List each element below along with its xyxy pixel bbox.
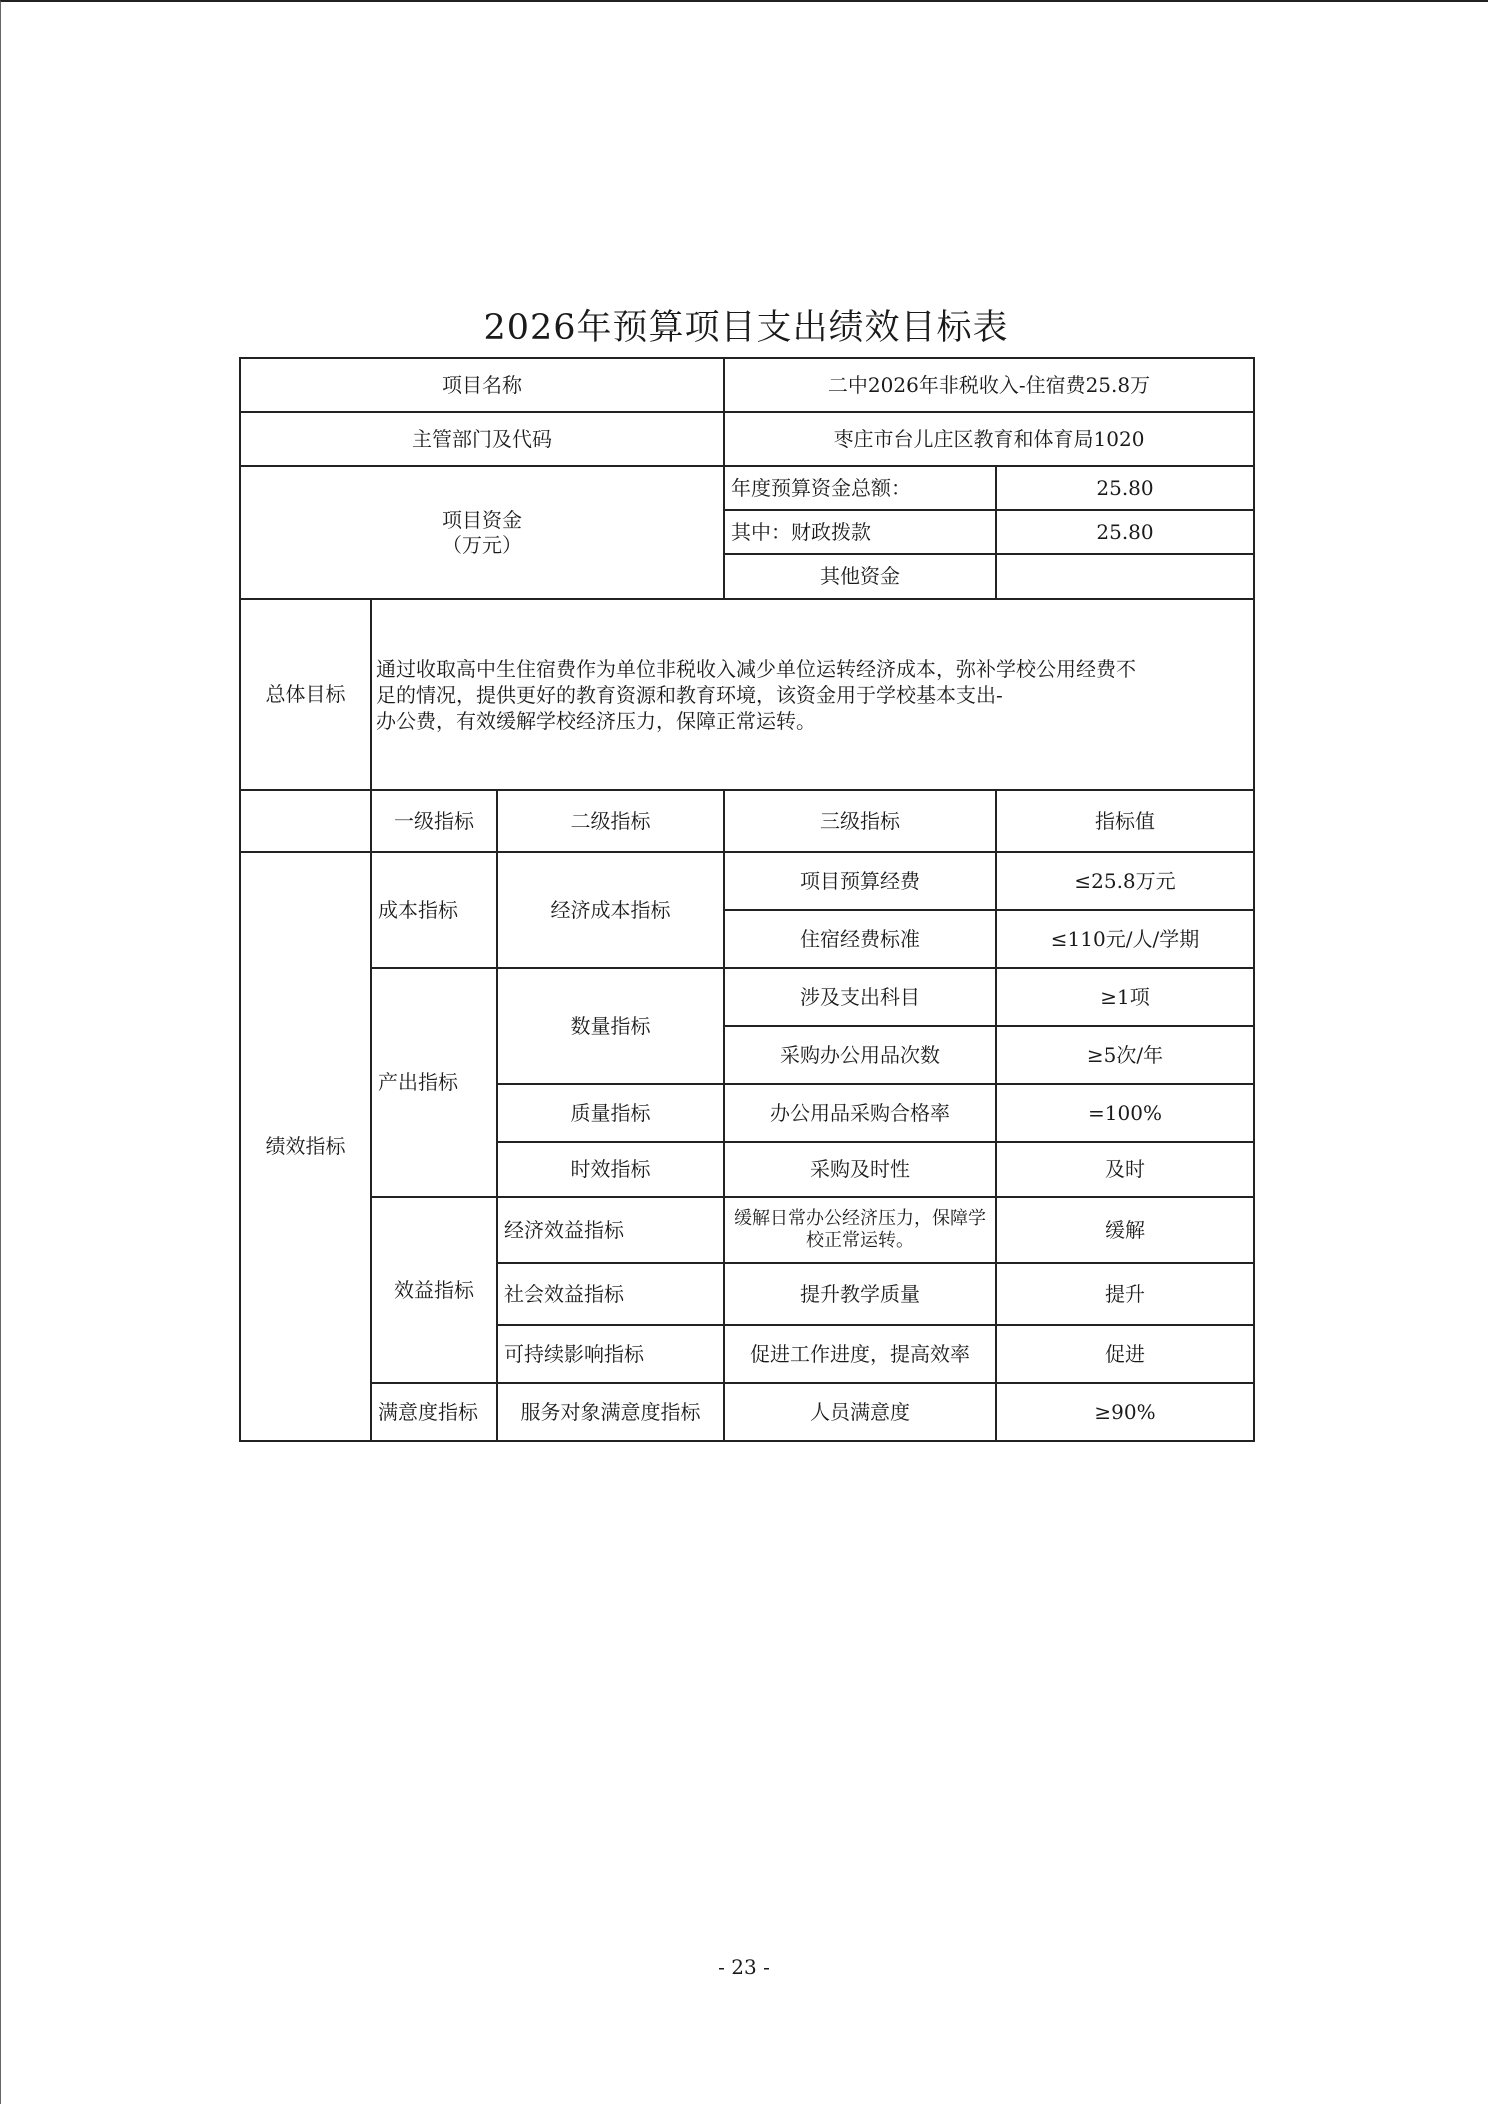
indicator-value: ≤25.8万元 [996,852,1254,910]
level3-name: 人员满意度 [724,1383,996,1441]
economic-benefit-indicator: 经济效益指标 [497,1197,724,1263]
level3-name: 采购及时性 [724,1142,996,1197]
social-benefit-indicator: 社会效益指标 [497,1263,724,1325]
level3-name: 办公用品采购合格率 [724,1084,996,1142]
timeliness-indicator: 时效指标 [497,1142,724,1197]
header-level2: 二级指标 [497,790,724,852]
indicator-value: =100% [996,1084,1254,1142]
cost-indicator: 成本指标 [371,852,497,968]
level3-name: 促进工作进度，提高效率 [724,1325,996,1383]
overall-goal-label: 总体目标 [240,599,371,790]
project-name-row [240,358,1254,412]
indicator-value: 缓解 [996,1197,1254,1263]
indicator-header-row [240,790,1254,852]
goal-line: 足的情况，提供更好的教育资源和教育环境，该资金用于学校基本支出- [376,682,1003,707]
department-label: 主管部门及代码 [240,412,724,466]
level3-name: 项目预算经费 [724,852,996,910]
header-value: 指标值 [996,790,1254,852]
performance-indicator-label: 绩效指标 [240,852,371,1441]
level3-name: 提升教学质量 [724,1263,996,1325]
table-row [240,968,1254,1026]
satisfaction-indicator: 满意度指标 [371,1383,497,1441]
indicator-value: 及时 [996,1142,1254,1197]
other-funds-value [996,554,1254,599]
overall-goal-row [240,599,1254,790]
economic-cost-indicator: 经济成本指标 [497,852,724,968]
funds-total-row [240,466,1254,510]
project-funds-title: 项目资金 [442,507,522,532]
page-number: - 23 - [718,1955,770,1979]
project-name-value: 二中2026年非税收入-住宿费25.8万 [724,358,1254,412]
goal-line: 通过收取高中生住宿费作为单位非税收入减少单位运转经济成本，弥补学校公用经费不 [376,656,1136,681]
document-title: 2026年预算项目支出绩效目标表 [483,308,1009,348]
level3-name: 采购办公用品次数 [724,1026,996,1084]
header-blank [240,790,371,852]
indicator-value: 促进 [996,1325,1254,1383]
other-funds-label: 其他资金 [724,554,996,599]
fiscal-allocation-value: 25.80 [996,510,1254,554]
indicator-value: 提升 [996,1263,1254,1325]
project-funds-unit: （万元） [442,532,522,557]
table-row [240,1197,1254,1263]
department-value: 枣庄市台儿庄区教育和体育局1020 [724,412,1254,466]
output-indicator: 产出指标 [371,968,497,1197]
fiscal-allocation-label: 其中：财政拨款 [724,510,996,554]
header-level1: 一级指标 [371,790,497,852]
annual-total-value: 25.80 [996,466,1254,510]
indicator-value: ≥1项 [996,968,1254,1026]
level3-name: 缓解日常办公经济压力，保障学校正常运转。 [724,1197,996,1263]
quantity-indicator: 数量指标 [497,968,724,1084]
department-row [240,412,1254,466]
table-row [240,852,1254,910]
quality-indicator: 质量指标 [497,1084,724,1142]
level3-name: 涉及支出科目 [724,968,996,1026]
level3-name: 住宿经费标准 [724,910,996,968]
indicator-value: ≥90% [996,1383,1254,1441]
project-funds-label [240,466,724,599]
goal-line: 办公费，有效缓解学校经济压力，保障正常运转。 [376,708,816,733]
overall-goal-text [371,599,1254,790]
indicator-value: ≤110元/人/学期 [996,910,1254,968]
benefit-indicator: 效益指标 [371,1197,497,1383]
annual-total-label: 年度预算资金总额： [724,466,996,510]
header-level3: 三级指标 [724,790,996,852]
sustainability-indicator: 可持续影响指标 [497,1325,724,1383]
table-row [240,1383,1254,1441]
service-satisfaction-indicator: 服务对象满意度指标 [497,1383,724,1441]
project-name-label: 项目名称 [240,358,724,412]
performance-goal-table [239,357,1255,1442]
indicator-value: ≥5次/年 [996,1026,1254,1084]
